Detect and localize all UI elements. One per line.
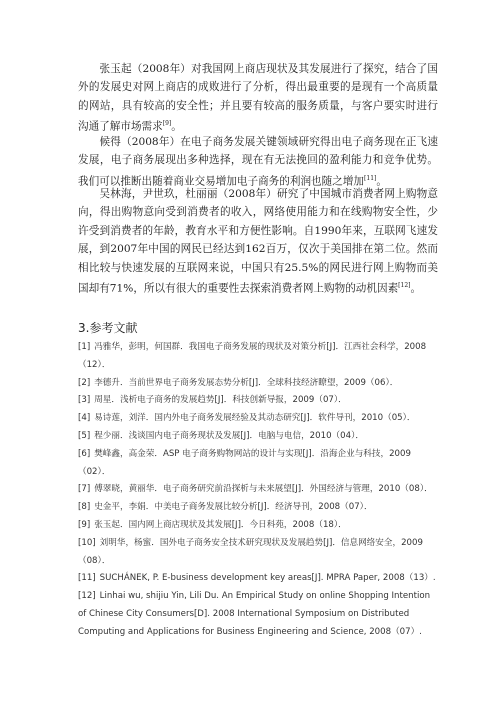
reference-text: 刘明华，杨蜜．国外电子商务安全技术研究现状及发展趋势[J]．信息网络安全，2009（08）． bbox=[78, 537, 423, 566]
reference-item bbox=[78, 392, 438, 410]
reference-number: [3] bbox=[78, 395, 91, 406]
reference-number: [6] bbox=[78, 448, 91, 459]
citation-12: [12] bbox=[398, 282, 411, 290]
reference-text: 傅翠晓，黄丽华．电子商务研究前沿探析与未来展望[J]．外国经济与管理，2010（08）． bbox=[94, 484, 433, 495]
reference-item bbox=[78, 588, 438, 641]
paragraph-2 bbox=[78, 133, 438, 191]
paragraph-1-end: 。 bbox=[171, 120, 182, 133]
reference-item bbox=[78, 570, 438, 588]
reference-list bbox=[78, 339, 438, 642]
reference-item bbox=[78, 517, 438, 535]
reference-item bbox=[78, 535, 438, 571]
reference-number: [2] bbox=[78, 377, 91, 388]
reference-item bbox=[78, 499, 438, 517]
paragraph-1-text: 张玉起（2008年）对我国网上商店现状及其发展进行了探究，结合了国外的发展史对网上商店的成败进行了分析，得出最重要的是现有一个高质量的网站，具有较高的安全性；并且要有较高的服务质量，与客户要实时进行沟通了解市场需求 bbox=[78, 63, 438, 133]
reference-number: [11] bbox=[78, 573, 96, 584]
paragraph-3 bbox=[78, 185, 438, 298]
reference-text: 周星．浅析电子商务的发展趋势[J]．科技创新导报，2009（07）． bbox=[94, 395, 347, 406]
reference-text: Linhai wu, shijiu Yin, Lili Du. An Empirical Study on online Shopping Intention of Chinese City Consumers[D]. 2008 International Symposium on Distributed Computing and Applications for Business Engineering and Science, 2008（07）. bbox=[78, 591, 431, 637]
reference-text: 易诗莲，刘洋．国内外电子商务发展经验及其动态研究[J]．软件导刊，2010（05）． bbox=[94, 413, 416, 424]
section-title: 3.参考文献 bbox=[78, 321, 138, 335]
reference-number: [7] bbox=[78, 484, 91, 495]
reference-number: [4] bbox=[78, 413, 91, 424]
reference-number: [10] bbox=[78, 537, 96, 548]
reference-number: [12] bbox=[78, 591, 96, 602]
reference-number: [5] bbox=[78, 430, 91, 441]
reference-text: 李德升．当前世界电子商务发展态势分析[J]．全球科技经济瞭望，2009（06）． bbox=[94, 377, 399, 388]
reference-item bbox=[78, 375, 438, 393]
reference-item bbox=[78, 446, 438, 482]
reference-text: 张玉起．国内网上商店现状及其发展[J]．今日科苑，2008（18）． bbox=[94, 519, 347, 530]
paragraph-2-end: 。 bbox=[376, 175, 387, 188]
reference-number: [1] bbox=[78, 342, 91, 352]
reference-text: 冯雅华，彭明，何国群．我国电子商务发展的现状及对策分析[J]．江西社会科学，2008（12）． bbox=[78, 342, 427, 370]
reference-item bbox=[78, 481, 438, 499]
paragraph-3-end: 。 bbox=[410, 282, 422, 295]
reference-text: 程少丽．浅谈国内电子商务现状及发展[J]．电脑与电信，2010（04）． bbox=[94, 430, 364, 441]
reference-text: 史金平，李娟．中美电子商务发展比较分析[J]．经济导刊，2008（07）． bbox=[94, 502, 373, 513]
reference-text: 樊峰鑫，高金荣．ASP 电子商务购物网站的设计与实现[J]．沿海企业与科技，2009（02）． bbox=[78, 448, 411, 477]
citation-9: [9] bbox=[162, 120, 172, 128]
paragraph-3-text: 吴林海，尹世玖，杜丽丽（2008年）研究了中国城市消费者网上购物意向，得出购物意向受到消费者的收入，网络使用能力和在线购物安全性，少许受到消费者的年龄，教育水平和方便性影响。自1990年来，互联网飞速发展，到2007年中国的网民已经达到162百万，仅次于美国排在第二位。然而相比较与快速发展的互联网来说，中国只有25.5%的网民进行网上购物而美国却有71%，所以有很大的重要性去探索消费者网上购物的动机因素 bbox=[78, 188, 438, 295]
reference-text: SUCHÁNEK, P. E-business development key areas[J]. MPRA Paper, 2008（13）. bbox=[99, 573, 436, 584]
citation-11: [11] bbox=[364, 174, 377, 182]
reference-item bbox=[78, 428, 438, 446]
paragraph-2-text: 候得（2008年）在电子商务发展关键领域研究得出电子商务现在正飞速发展，电子商务展现出多种选择，现在有无法挽回的盈利能力和竞争优势。我们可以推断出随着商业交易增加电子商务的利润也随之增加 bbox=[78, 136, 438, 188]
reference-number: [9] bbox=[78, 519, 91, 530]
reference-number: [8] bbox=[78, 502, 91, 513]
reference-item bbox=[78, 410, 438, 428]
paragraph-1 bbox=[78, 60, 438, 136]
reference-item bbox=[78, 339, 438, 375]
